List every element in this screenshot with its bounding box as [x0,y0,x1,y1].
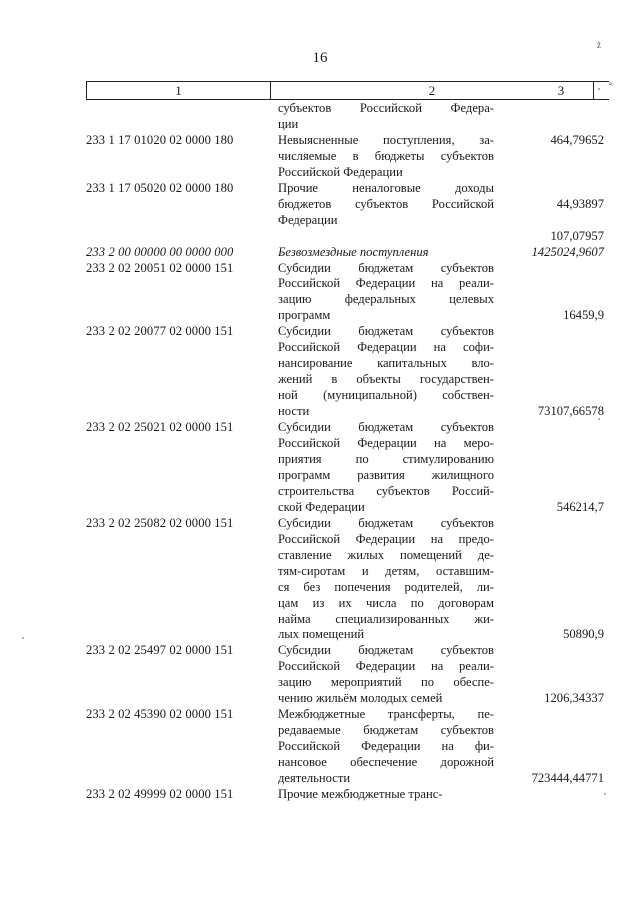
revenue-name-line: строительства субъектов Россий- [278,483,494,498]
revenue-name [278,101,494,133]
header-col-1: 1 [86,82,271,99]
revenue-name-line: Российской Федерации на реали- [278,276,494,291]
table-row [86,324,609,420]
budget-code: 233 1 17 05020 02 0000 180 [86,180,234,195]
table-header [86,81,612,100]
amount: 50890,9 [563,627,604,642]
amount: 1206,34337 [544,691,604,706]
scan-speck [598,88,600,90]
header-col-2: 2 [271,82,594,99]
scan-speck [22,637,24,639]
revenue-name-line: Субсидии бюджетам субъектов [278,260,494,275]
table-row [86,420,609,516]
amount: 44,93897 [556,196,604,211]
revenue-name [278,229,494,245]
budget-code: 233 2 02 20077 02 0000 151 [86,324,234,339]
budget-code: 233 2 02 25497 02 0000 151 [86,643,234,658]
revenue-name-line: нансирование капитальных вло- [278,356,494,371]
revenue-name-line: зацию федеральных целевых [278,292,494,307]
revenue-name-line: жений в объекты государствен- [278,372,494,387]
revenue-name [278,181,494,229]
revenue-name [278,707,494,787]
revenue-name-line: Федерации [278,212,338,227]
budget-code: 233 2 02 20051 02 0000 151 [86,260,234,275]
revenue-name-line: Российской Федерации на софи- [278,340,494,355]
page-number: 16 [312,50,328,66]
revenue-name [278,420,494,516]
revenue-name-line: бюджетов субъектов Российской [278,196,494,211]
revenue-name-line: цам из их числа по договорам [278,595,494,610]
revenue-name-line: лых помещений [278,627,365,642]
revenue-name-line: Российской Федерации на меро- [278,436,494,451]
amount: 464,79652 [550,132,604,147]
revenue-name-line: Невыясненные поступления, за- [278,132,494,147]
budget-code: 233 1 17 01020 02 0000 180 [86,132,234,147]
revenue-name-line: приятия по стимулированию [278,451,494,466]
table-row [86,516,609,644]
revenue-name-line: найма специализированных жи- [278,611,494,626]
budget-code: 233 2 02 49999 02 0000 151 [86,786,234,801]
revenue-name-line: программ развития жилищного [278,467,494,482]
table-row [86,707,609,787]
revenue-name [278,643,494,707]
table-body [86,101,609,803]
revenue-name [278,245,494,261]
revenue-name-line: тям-сиротам и детям, оставшим- [278,563,494,578]
revenue-name-line: Субсидии бюджетам субъектов [278,420,494,435]
amount: 546214,7 [556,499,604,514]
revenue-name-line: ской Федерации [278,499,365,514]
budget-code: 233 2 02 25082 02 0000 151 [86,515,234,530]
amount: 16459,9 [563,308,604,323]
revenue-name-line: ной (муниципальной) собствен- [278,388,494,403]
revenue-name-line: Российской Федерации на реали- [278,659,494,674]
revenue-name-line: субъектов Российской Федера- [278,101,494,115]
table-row [86,181,609,229]
revenue-name [278,261,494,325]
revenue-name-line: Российской Федерации [278,164,403,179]
table-row [86,261,609,325]
amount: 107,07957 [550,228,604,243]
revenue-name-line: зацию мероприятий по обеспе- [278,675,494,690]
amount: 73107,66578 [537,404,604,419]
table-row [86,245,609,261]
revenue-name-line: Субсидии бюджетам субъектов [278,324,494,339]
revenue-name-line: Российской Федерации на фи- [278,739,494,754]
header-col-3: 3 [557,83,565,98]
table-row [86,229,609,245]
revenue-name-line: нансовое обеспечение дорожной [278,755,494,770]
revenue-name-line: Российской Федерации на предо- [278,531,494,546]
revenue-name-line: Субсидии бюджетам субъектов [278,643,494,658]
corner-mark: ž [597,40,601,50]
table-row [86,787,609,803]
revenue-name-line: деятельности [278,771,351,786]
revenue-name-line: ся без попечения родителей, ли- [278,579,494,594]
revenue-name-line: Межбюджетные трансферты, пе- [278,707,494,722]
revenue-name [278,133,494,181]
budget-code: 233 2 02 45390 02 0000 151 [86,707,234,722]
revenue-name [278,324,494,420]
revenue-name-line: чению жильём молодых семей [278,691,443,706]
amount: 723444,44771 [531,771,604,786]
revenue-name-line: программ [278,308,331,323]
revenue-name-line: Субсидии бюджетам субъектов [278,515,494,530]
revenue-name [278,516,494,644]
revenue-name-line: ставление жилых помещений де- [278,547,494,562]
revenue-name-line: ности [278,404,310,419]
revenue-name-line: Прочие межбюджетные транс- [278,786,443,801]
table-row [86,643,609,707]
revenue-name-line: ции [278,116,299,131]
revenue-name [278,787,494,803]
revenue-name-line: редаваемые бюджетам субъектов [278,723,494,738]
table-row [86,133,609,181]
budget-code: 233 2 02 25021 02 0000 151 [86,420,234,435]
scan-speck [598,418,600,420]
header-tick: ° [608,81,612,90]
revenue-name-line: числяемые в бюджеты субъектов [278,148,494,163]
scan-speck [604,793,606,795]
revenue-name-line: Прочие неналоговые доходы [278,180,494,195]
amount: 1425024,9607 [531,244,604,259]
budget-code: 233 2 00 00000 00 0000 000 [86,244,234,259]
revenue-name-line: Безвозмездные поступления [278,244,429,259]
table-row [86,101,609,133]
